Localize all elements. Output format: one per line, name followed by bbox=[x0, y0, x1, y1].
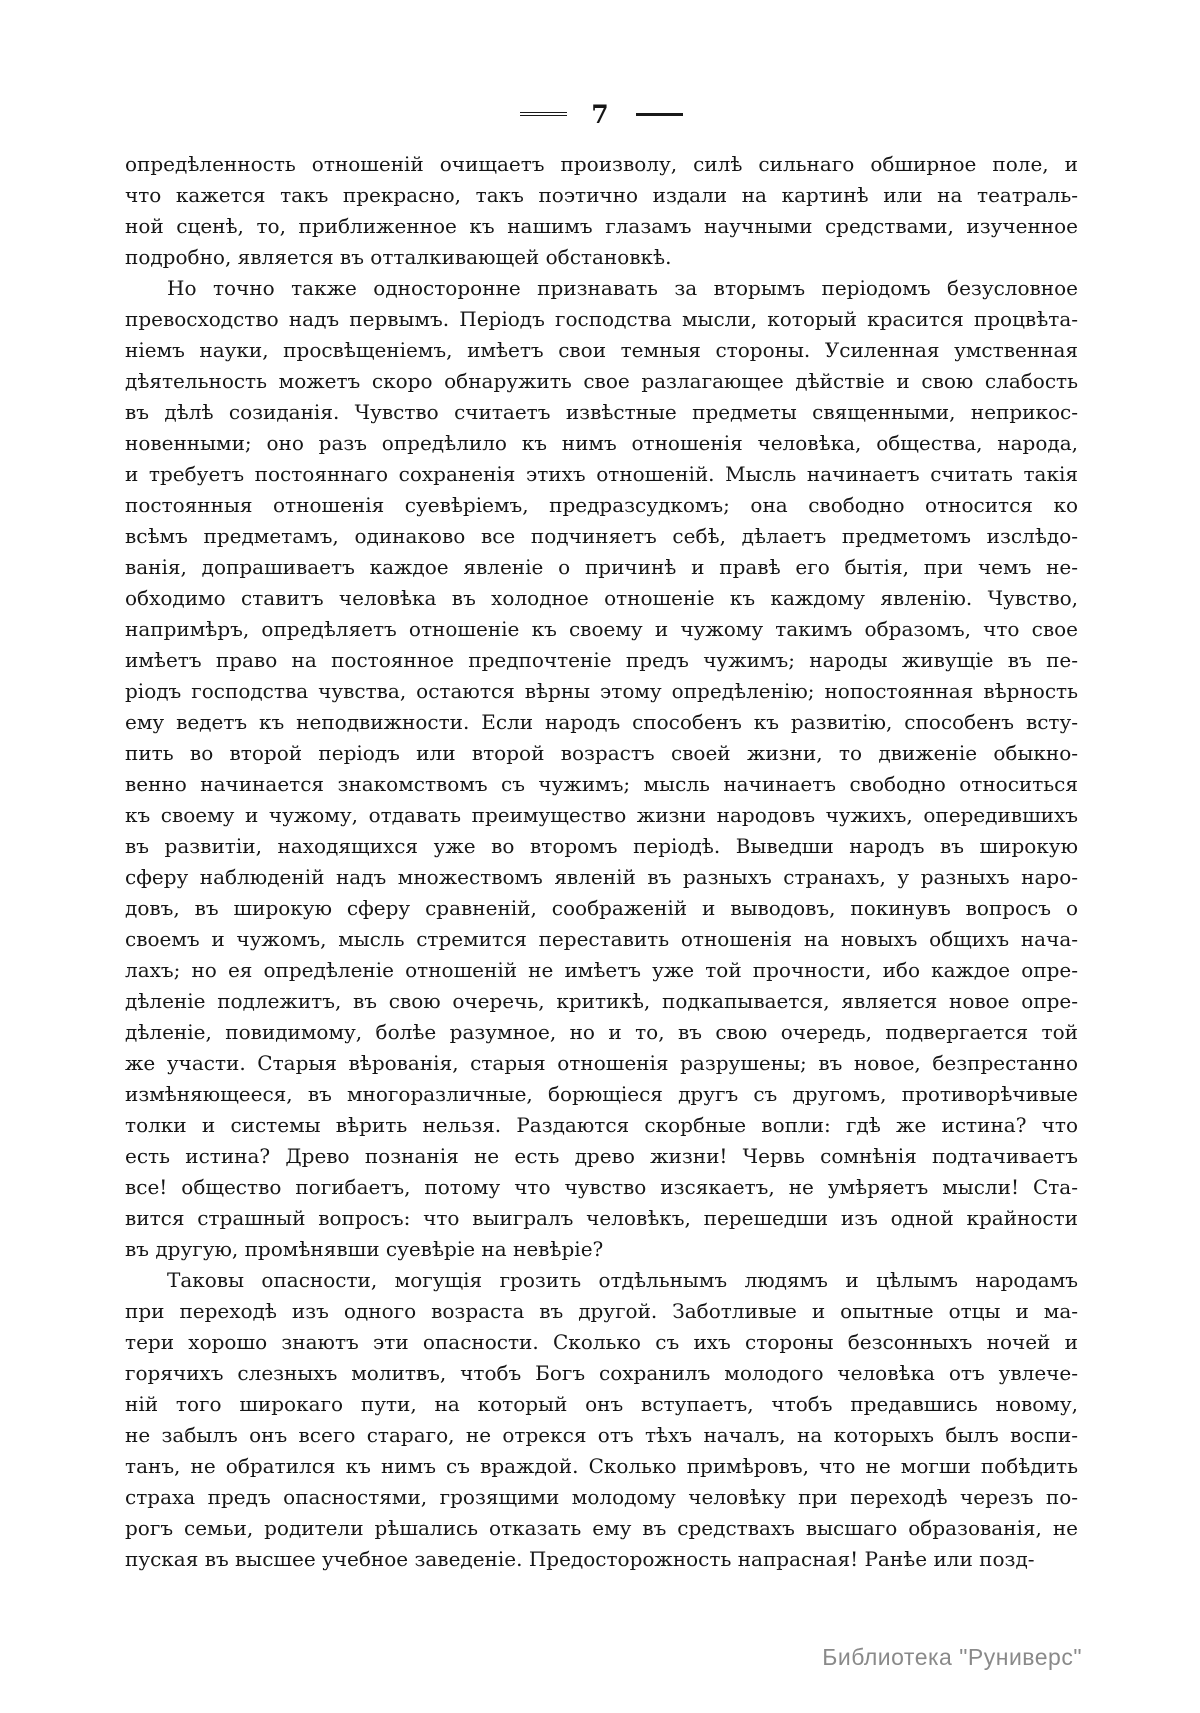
text-line: вится страшный вопросъ: что выигралъ человѣкъ, перешедши изъ одной крайности bbox=[125, 1206, 1078, 1230]
text-line: танъ, не обратился къ нимъ съ враждой. Сколько примѣровъ, что не могши побѣдить bbox=[125, 1454, 1078, 1478]
text-line: не забылъ онъ всего стараго, не отрекся отъ тѣхъ началъ, на которыхъ былъ воспи- bbox=[125, 1423, 1078, 1447]
paragraph bbox=[125, 149, 1078, 273]
text-line: дѣленіе подлежитъ, въ свою очеречь, критикѣ, подкапывается, является новое опре- bbox=[125, 989, 1078, 1013]
text-line: ріодъ господства чувства, остаются вѣрны этому опредѣленію; нопостоянная вѣрность bbox=[125, 679, 1078, 703]
text-line: опредѣленность отношеній очищаетъ произволу, силѣ сильнаго обширное поле, и bbox=[125, 152, 1078, 176]
text-line: довъ, въ широкую сферу сравненій, соображеній и выводовъ, покинувъ вопросъ о bbox=[125, 896, 1078, 920]
header-rule-right-icon bbox=[636, 113, 683, 116]
text-line: есть истина? Древо познанія не есть древо жизни! Червь сомнѣнія подтачиваетъ bbox=[125, 1144, 1078, 1168]
text-line: лахъ; но ея опредѣленіе отношеній не имѣетъ уже той прочности, ибо каждое опре- bbox=[125, 958, 1078, 982]
text-line: имѣетъ право на постоянное предпочтеніе предъ чужимъ; народы живущіе въ пе- bbox=[125, 648, 1078, 672]
text-line: же участи. Старыя вѣрованія, старыя отношенія разрушены; въ новое, безпрестанно bbox=[125, 1051, 1078, 1075]
text-line: рогъ семьи, родители рѣшались отказать ему въ средствахъ высшаго образованія, не bbox=[125, 1516, 1078, 1540]
header-rule-left-icon bbox=[520, 112, 567, 116]
text-line: напримѣръ, опредѣляетъ отношеніе къ своему и чужому такимъ образомъ, что свое bbox=[125, 617, 1078, 641]
text-line: дѣленіе, повидимому, болѣе разумное, но и то, въ свою очередь, подвергается той bbox=[125, 1020, 1078, 1044]
text-block bbox=[125, 149, 1078, 1575]
page-header bbox=[125, 100, 1078, 129]
text-line: ему ведетъ къ неподвижности. Если народъ способенъ къ развитію, способенъ всту- bbox=[125, 710, 1078, 734]
paragraph bbox=[125, 1265, 1078, 1575]
text-line: толки и системы вѣрить нельзя. Раздаются скорбные вопли: гдѣ же истина? что bbox=[125, 1113, 1078, 1137]
text-line: своемъ и чужомъ, мысль стремится переставить отношенія на новыхъ общихъ нача- bbox=[125, 927, 1078, 951]
text-line: Таковы опасности, могущія грозить отдѣльнымъ людямъ и цѣлымъ народамъ bbox=[167, 1268, 1078, 1292]
text-line: ній того широкаго пути, на который онъ вступаетъ, чтобъ предавшись новому, bbox=[125, 1392, 1078, 1416]
text-line: новенными; оно разъ опредѣлило къ нимъ отношенія человѣка, общества, народа, bbox=[125, 431, 1078, 455]
text-line: пить во второй періодъ или второй возрастъ своей жизни, то движеніе обыкно- bbox=[125, 741, 1078, 765]
watermark-library-label: Библиотека "Руниверс" bbox=[822, 1644, 1082, 1670]
text-line: все! общество погибаетъ, потому что чувство изсякаетъ, не умѣряетъ мысли! Ста- bbox=[125, 1175, 1078, 1199]
text-line: въ развитіи, находящихся уже во второмъ періодѣ. Выведши народъ въ широкую bbox=[125, 834, 1078, 858]
text-line: страха предъ опасностями, грозящими молодому человѣку при переходѣ черезъ по- bbox=[125, 1485, 1078, 1509]
text-line: въ дѣлѣ созиданія. Чувство считаетъ извѣстные предметы священными, неприкос- bbox=[125, 400, 1078, 424]
text-line: горячихъ слезныхъ молитвъ, чтобъ Богъ сохранилъ молодого человѣка отъ увлече- bbox=[125, 1361, 1078, 1385]
text-line: тери хорошо знаютъ эти опасности. Сколько съ ихъ стороны безсонныхъ ночей и bbox=[125, 1330, 1078, 1354]
text-line: всѣмъ предметамъ, одинаково все подчиняетъ себѣ, дѣлаетъ предметомъ изслѣдо- bbox=[125, 524, 1078, 548]
text-line: обходимо ставитъ человѣка въ холодное отношеніе къ каждому явленію. Чувство, bbox=[125, 586, 1078, 610]
paragraph bbox=[125, 273, 1078, 1265]
text-line: измѣняющееся, въ многоразличные, борющіеся другъ съ другомъ, противорѣчивые bbox=[125, 1082, 1078, 1106]
text-line: Но точно также односторонне признавать за вторымъ періодомъ безусловное bbox=[167, 276, 1078, 300]
text-line: превосходство надъ первымъ. Періодъ господства мысли, который красится процвѣта- bbox=[125, 307, 1078, 331]
text-line: ніемъ науки, просвѣщеніемъ, имѣетъ свои темныя стороны. Усиленная умственная bbox=[125, 338, 1078, 362]
text-line: сферу наблюденій надъ множествомъ явленій въ разныхъ странахъ, у разныхъ наро- bbox=[125, 865, 1078, 889]
text-line: ной сценѣ, то, приближенное къ нашимъ глазамъ научными средствами, изученное bbox=[125, 214, 1078, 238]
text-line: ванія, допрашиваетъ каждое явленіе о причинѣ и правѣ его бытія, при чемъ не- bbox=[125, 555, 1078, 579]
text-line: постоянныя отношенія суевѣріемъ, предразсудкомъ; она свободно относится ко bbox=[125, 493, 1078, 517]
text-line: что кажется такъ прекрасно, такъ поэтично издали на картинѣ или на театраль- bbox=[125, 183, 1078, 207]
text-line: венно начинается знакомствомъ съ чужимъ; мысль начинаетъ свободно относиться bbox=[125, 772, 1078, 796]
text-line: подробно, является въ отталкивающей обстановкѣ. bbox=[125, 245, 672, 269]
text-line: при переходѣ изъ одного возраста въ другой. Заботливые и опытные отцы и ма- bbox=[125, 1299, 1078, 1323]
text-line: въ другую, промѣнявши суевѣріе на невѣріе? bbox=[125, 1237, 604, 1261]
text-line: пуская въ высшее учебное заведеніе. Предосторожность напрасная! Ранѣе или позд- bbox=[125, 1547, 1035, 1571]
text-line: и требуетъ постояннаго сохраненія этихъ отношеній. Мысль начинаетъ считать такія bbox=[125, 462, 1078, 486]
page-number: 7 bbox=[591, 100, 610, 129]
text-line: къ своему и чужому, отдавать преимущество жизни народовъ чужихъ, опередившихъ bbox=[125, 803, 1078, 827]
text-line: дѣятельность можетъ скоро обнаружить свое разлагающее дѣйствіе и свою слабость bbox=[125, 369, 1078, 393]
